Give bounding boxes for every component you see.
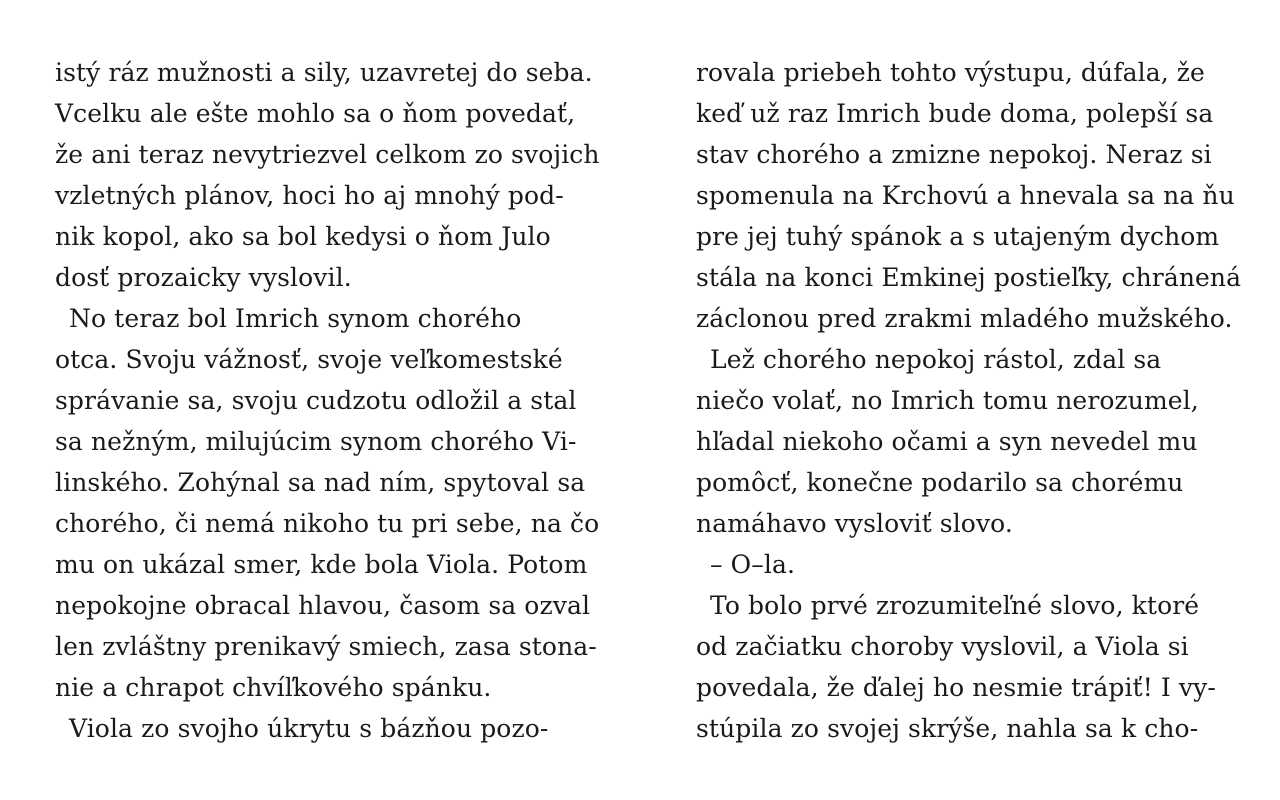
text-line: pre jej tuhý spánok a s utajeným dychom <box>696 222 1220 251</box>
text-line: chorého, či nemá nikoho tu pri sebe, na čo <box>55 509 600 538</box>
text-line: od začiatku choroby vyslovil, a Viola si <box>696 632 1189 661</box>
text-line: že ani teraz nevytriezvel celkom zo svojich <box>55 140 600 169</box>
text-line: linského. Zohýnal sa nad ním, spytoval sa <box>55 468 586 497</box>
text-line: nik kopol, ako sa bol kedysi o ňom Julo <box>55 222 551 251</box>
text-line: stála na konci Emkinej postieľky, chránená <box>696 263 1242 292</box>
text-line: záclonou pred zrakmi mladého mužského. <box>696 304 1233 333</box>
text-line: dosť prozaicky vyslovil. <box>55 263 352 292</box>
text-line: keď už raz Imrich bude doma, polepší sa <box>696 99 1214 128</box>
text-line: To bolo prvé zrozumiteľné slovo, ktoré <box>710 591 1200 620</box>
text-line: stúpila zo svojej skrýše, nahla sa k cho- <box>696 714 1199 743</box>
text-line: namáhavo vysloviť slovo. <box>696 509 1013 538</box>
text-line: – O–la. <box>710 550 795 579</box>
text-line: správanie sa, svoju cudzotu odložil a stal <box>55 386 577 415</box>
text-line: istý ráz mužnosti a sily, uzavretej do seba. <box>55 58 593 87</box>
text-line: vzletných plánov, hoci ho aj mnohý pod- <box>55 181 564 210</box>
text-line: Lež chorého nepokoj rástol, zdal sa <box>710 345 1162 374</box>
text-line: hľadal niekoho očami a syn nevedel mu <box>696 427 1198 456</box>
text-line: rovala priebeh tohto výstupu, dúfala, že <box>696 58 1205 87</box>
text-line: stav chorého a zmizne nepokoj. Neraz si <box>696 140 1212 169</box>
right-text-column <box>696 52 1242 749</box>
text-line: spomenula na Krchovú a hnevala sa na ňu <box>696 181 1235 210</box>
text-line: Viola zo svojho úkrytu s bázňou pozo- <box>69 714 549 743</box>
text-line: No teraz bol Imrich synom chorého <box>69 304 522 333</box>
text-line: len zvláštny prenikavý smiech, zasa stona- <box>55 632 597 661</box>
text-line: mu on ukázal smer, kde bola Viola. Potom <box>55 550 588 579</box>
text-line: Vcelku ale ešte mohlo sa o ňom povedať, <box>55 99 576 128</box>
text-line: pomôcť, konečne podarilo sa chorému <box>696 468 1184 497</box>
text-line: povedala, že ďalej ho nesmie trápiť! I vy- <box>696 673 1216 702</box>
left-text-column <box>55 52 600 749</box>
text-line: niečo volať, no Imrich tomu nerozumel, <box>696 386 1199 415</box>
text-line: sa nežným, milujúcim synom chorého Vi- <box>55 427 577 456</box>
text-line: otca. Svoju vážnosť, svoje veľkomestské <box>55 345 563 374</box>
text-line: nepokojne obracal hlavou, časom sa ozval <box>55 591 591 620</box>
text-line: nie a chrapot chvíľkového spánku. <box>55 673 492 702</box>
